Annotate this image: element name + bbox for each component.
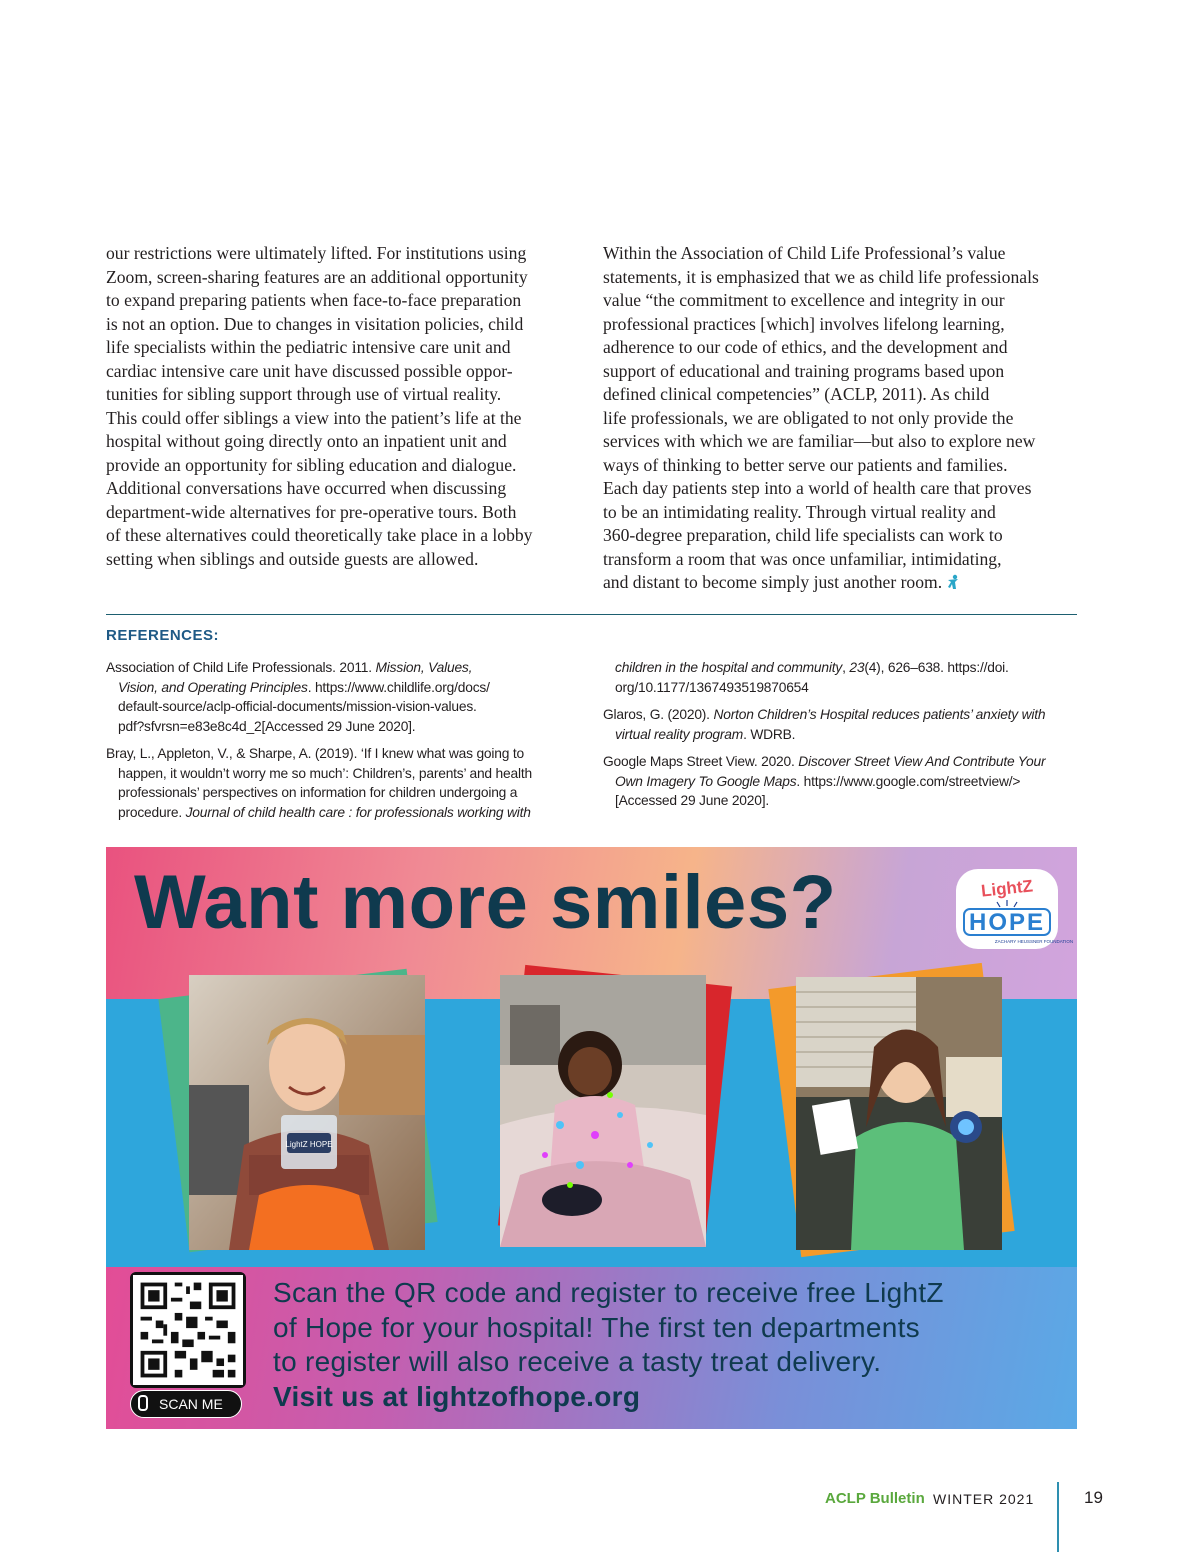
ref-text: , — [842, 660, 850, 675]
body-text-line: ways of thinking to better serve our patients and families. — [603, 454, 1008, 475]
qr-code-image — [133, 1275, 243, 1385]
body-text-line: of these alternatives could theoretically take place in a lobby — [106, 525, 533, 545]
reference-item — [603, 705, 1078, 744]
body-text-line: is not an option. Due to changes in visitation policies, child — [106, 313, 524, 334]
body-text-line: department-wide alternatives for pre-operative tours. Both — [106, 501, 517, 522]
references-column-right — [603, 658, 1078, 819]
page-number: 19 — [1084, 1488, 1103, 1507]
ref-url: org/10.1177/1367493519870654 — [615, 679, 809, 695]
lightz-of-hope-advertisement[interactable] — [106, 847, 1077, 1429]
ref-title: Discover Street View And Contribute Your — [798, 754, 1046, 769]
article-end-icon — [942, 572, 960, 592]
ref-text: happen, it wouldn’t worry me so much’: Children’s, parents’ and health — [118, 765, 532, 781]
body-text-line: tunities for sibling support through use of virtual reality. — [106, 384, 502, 404]
ad-headline: Want more smiles? — [134, 860, 837, 945]
footer-divider — [1057, 1482, 1059, 1552]
photo-image — [500, 975, 706, 1247]
ad-copy — [273, 1276, 944, 1414]
ref-text: procedure. — [118, 804, 186, 820]
body-text-line: setting when siblings and outside guests are allowed. — [106, 548, 479, 569]
body-text-line: Within the Association of Child Life Professional’s value — [603, 243, 1006, 263]
body-text-line: adherence to our code of ethics, and the development and — [603, 337, 1008, 357]
lightz-box-label: LightZ HOPE — [285, 1140, 333, 1149]
body-text-line: Zoom, screen-sharing features are an additional opportunity — [106, 266, 528, 287]
svg-text:HOPE: HOPE — [968, 909, 1046, 936]
lightz-of-hope-logo — [954, 867, 1074, 951]
body-text-line: and distant to become simply just another room. — [603, 572, 943, 592]
issue-season: WINTER 2021 — [933, 1491, 1035, 1507]
body-text-line: life professionals, we are obligated to not only provide the — [603, 407, 1014, 428]
ref-text: Google Maps Street View. 2020. — [603, 754, 799, 769]
ref-title: Norton Children’s Hospital reduces patients’ anxiety with — [713, 707, 1046, 722]
ref-title: virtual reality program — [615, 726, 744, 742]
ad-website-link[interactable]: Visit us at lightzofhope.org — [273, 1380, 641, 1412]
ref-text: . https://www.childlife.org/docs/ — [307, 679, 490, 695]
scan-me-label: SCAN ME — [159, 1396, 223, 1412]
ad-copy-line: to register will also receive a tasty treat delivery. — [273, 1346, 882, 1377]
body-text-line: services with which we are familiar—but also to explore new — [603, 431, 1036, 451]
body-text-line: to be an intimidating reality. Through virtual reality and — [603, 501, 996, 522]
body-text-line: This could offer siblings a view into the patient’s life at the — [106, 407, 522, 428]
ref-url: default-source/aclp-official-documents/mission-vision-values. — [118, 699, 477, 714]
ref-text: (4), 626–638. https://doi. — [864, 660, 1009, 675]
body-text-line: provide an opportunity for sibling education and dialogue. — [106, 454, 517, 475]
ref-title: Vision, and Operating Principles — [118, 679, 308, 695]
qr-code[interactable] — [130, 1272, 246, 1388]
reference-item — [106, 744, 576, 822]
ref-text: professionals’ perspectives on information for children undergoing a — [118, 785, 518, 800]
body-text-line: transform a room that was once unfamiliar, intimidating, — [603, 548, 1002, 569]
ad-copy-line: of Hope for your hospital! The first ten departments — [273, 1311, 920, 1343]
body-text-line: to expand preparing patients when face-to-face preparation — [106, 290, 522, 310]
body-text-line: support of educational and training programs based upon — [603, 360, 1005, 381]
reference-item — [106, 658, 576, 736]
ref-title: Mission, Values, — [375, 660, 473, 675]
body-text-line: cardiac intensive care unit have discussed possible oppor- — [106, 360, 513, 381]
reference-item-continued — [603, 658, 1078, 697]
ref-url: . https://www.google.com/streetview/> — [796, 773, 1021, 789]
ref-title: Own Imagery To Google Maps — [615, 773, 797, 789]
body-column-right — [603, 242, 1078, 595]
ad-copy-line: Scan the QR code and register to receive free LightZ — [273, 1277, 944, 1308]
section-divider — [106, 614, 1077, 615]
body-column-left — [106, 242, 581, 571]
ref-title: Journal of child health care : for professionals working with — [185, 804, 531, 820]
ref-url: pdf?sfvrsn=e83e8c4d_2[Accessed 29 June 2020]. — [118, 718, 416, 734]
ref-text: Glaros, G. (2020). — [603, 707, 714, 722]
body-text-line: professional practices [which] involves lifelong learning, — [603, 313, 1005, 334]
reference-item — [603, 752, 1078, 811]
scan-me-badge[interactable] — [130, 1390, 242, 1418]
page-footer — [0, 1490, 1200, 1520]
ref-volume: 23 — [849, 660, 865, 675]
body-text-line: our restrictions were ultimately lifted. For institutions using — [106, 243, 527, 263]
body-text-line: hospital without going directly onto an inpatient unit and — [106, 431, 507, 451]
photo-image — [189, 975, 425, 1250]
ref-text: . WDRB. — [743, 726, 796, 742]
body-text-line: statements, it is emphasized that we as child life professionals — [603, 266, 1039, 287]
phone-icon — [138, 1395, 148, 1411]
body-text-line: defined clinical competencies” (ACLP, 2011). As child — [603, 384, 990, 404]
references-heading: REFERENCES: — [106, 627, 220, 644]
body-text-line: 360-degree preparation, child life specialists can work to — [603, 525, 1003, 545]
body-text-line: value “the commitment to excellence and integrity in our — [603, 290, 1005, 310]
body-text-line: Additional conversations have occurred when discussing — [106, 478, 507, 498]
body-text-line: life specialists within the pediatric intensive care unit and — [106, 337, 511, 357]
photo-image — [796, 977, 1002, 1250]
references-column-left — [106, 658, 576, 830]
publication-title: ACLP Bulletin — [825, 1490, 925, 1507]
ref-text: [Accessed 29 June 2020]. — [615, 793, 769, 808]
ref-title: children in the hospital and community — [615, 660, 843, 675]
svg-text:LightZ: LightZ — [980, 876, 1034, 901]
ref-text: Association of Child Life Professionals. 2011. — [106, 660, 376, 675]
svg-text:ZACHARY HEUSSNER FOUNDATION: ZACHARY HEUSSNER FOUNDATION — [994, 939, 1074, 944]
ref-text: Bray, L., Appleton, V., & Sharpe, A. (2019). ‘If I knew what was going to — [106, 746, 524, 761]
body-text-line: Each day patients step into a world of health care that proves — [603, 478, 1032, 498]
